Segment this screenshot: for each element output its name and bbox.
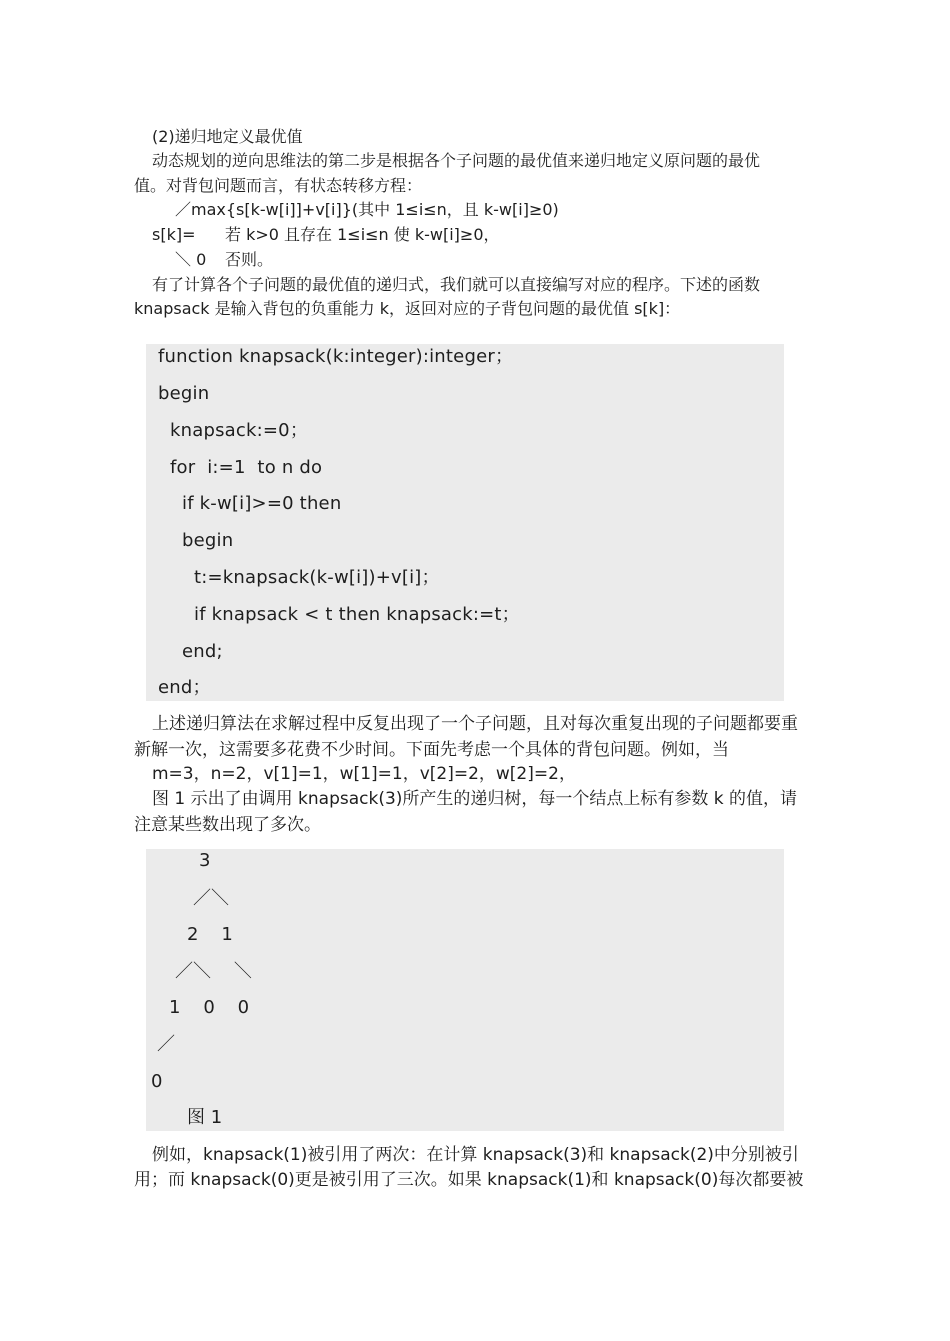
code-line: if knapsack < t then knapsack:=t； xyxy=(194,604,520,625)
code-block xyxy=(146,344,784,701)
figure-para-line-2: 注意某些数出现了多次。 xyxy=(134,815,321,835)
figure-caption: 图 1 xyxy=(187,1107,223,1128)
tree-branch-3: ／ xyxy=(157,1034,175,1055)
code-line: end; xyxy=(182,641,223,662)
tree-branch-2: ／＼ ＼ xyxy=(175,961,252,982)
intro-line-2: 值。对背包问题而言，有状态转移方程： xyxy=(134,176,423,195)
example-para-line-1: 例如，knapsack(1)被引用了两次：在计算 knapsack(3)和 knapsack(2)中分别被引 xyxy=(152,1145,799,1165)
section-heading: (2)递归地定义最优值 xyxy=(152,127,303,146)
tree-branch-1: ／＼ xyxy=(193,888,229,909)
tree-figure xyxy=(146,849,784,1131)
program-para-line-2: knapsack 是输入背包的负重能力 k，返回对应的子背包问题的最优值 s[k]： xyxy=(134,299,681,318)
code-line: if k-w[i]>=0 then xyxy=(182,493,342,514)
code-line: knapsack:=0； xyxy=(170,420,309,441)
equation-lhs: s[k]= xyxy=(152,225,196,244)
code-line: for i:=1 to n do xyxy=(170,457,323,478)
repeat-para-line-1: 上述递归算法在求解过程中反复出现了一个子问题，且对每次重复出现的子问题都要重 xyxy=(152,714,798,734)
code-line: begin xyxy=(182,530,234,551)
tree-level-2: 1 0 0 xyxy=(169,997,250,1018)
code-line: begin xyxy=(158,383,210,404)
code-line: function knapsack(k:integer):integer； xyxy=(158,346,514,367)
figure-para-line-1: 图 1 示出了由调用 knapsack(3)所产生的递归树，每一个结点上标有参数 k 的值，请 xyxy=(152,789,798,809)
example-para-line-2: 用；而 knapsack(0)更是被引用了三次。如果 knapsack(1)和 knapsack(0)每次都要被 xyxy=(134,1170,804,1190)
tree-level-1: 2 1 xyxy=(187,924,233,945)
repeat-para-line-3: m=3，n=2，v[1]=1，w[1]=1，v[2]=2，w[2]=2， xyxy=(152,764,576,784)
code-line: t:=knapsack(k-w[i])+v[i]； xyxy=(194,567,440,588)
tree-level-3: 0 xyxy=(151,1071,163,1092)
repeat-para-line-2: 新解一次，这需要多花费不少时间。下面先考虑一个具体的背包问题。例如，当 xyxy=(134,740,729,760)
equation-case-1: ／max{s[k-w[i]]+v[i]}(其中 1≤i≤n，且 k-w[i]≥0) xyxy=(175,200,559,219)
tree-root: 3 xyxy=(199,850,211,871)
program-para-line-1: 有了计算各个子问题的最优值的递归式，我们就可以直接编写对应的程序。下述的函数 xyxy=(152,275,761,294)
equation-case-3-condition: 否则。 xyxy=(225,250,274,269)
intro-line-1: 动态规划的逆向思维法的第二步是根据各个子问题的最优值来递归地定义原问题的最优 xyxy=(152,151,761,170)
equation-case-3-value: ＼ 0 xyxy=(175,250,207,269)
code-line: end； xyxy=(158,677,211,698)
equation-case-2: 若 k>0 且存在 1≤i≤n 使 k-w[i]≥0， xyxy=(225,225,500,244)
